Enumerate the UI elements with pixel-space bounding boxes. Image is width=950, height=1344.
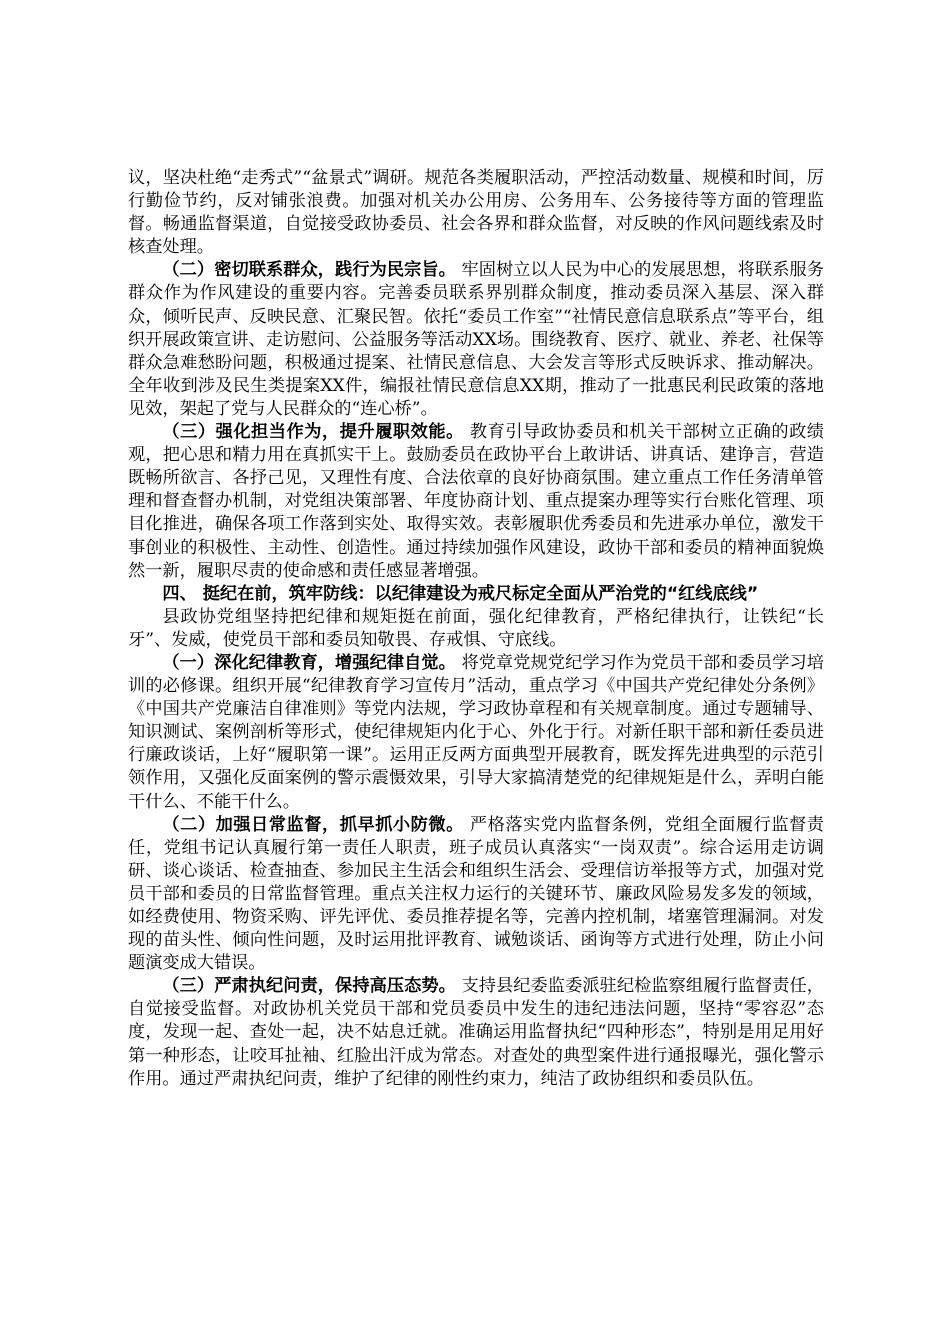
paragraph-lead: （三）强化担当作为，提升履职效能。 [162,422,464,443]
paragraph-text: 议，坚决杜绝“走秀式”“盆景式”调研。规范各类履职活动，严控活动数量、规模和时间，厉行勤俭节约，反对铺张浪费。加强对机关办公用房、公务用车、公务接待等方面的管理监督。畅通监督渠道，自觉接受政协委员、社会各界和群众监督，对反映的作风问题线索及时核查处理。 [128,168,824,258]
paragraph-text: 严格落实党内监督条例，党组全面履行监督责任，党组书记认真履行第一责任人职责，班子成员认真落实“一岗双责”。综合运用走访调研、谈心谈话、检查抽查、参加民主生活会和组织生活会、受理信访举报等方式，加强对党员干部和委员的日常监督管理。重点关注权力运行的关键环节、廉政风险易发多发的领域，如经费使用、物资采购、评先评优、委员推荐提名等，完善内控机制，堵塞管理漏洞。对发现的苗头性、倾向性问题，及时运用批评教育、诫勉谈话、函询等方式进行处理，防止小问题演变成大错误。 [128,814,824,974]
paragraph-lead: （二）密切联系群众，践行为民宗旨。 [162,260,456,281]
paragraph-accountability [128,975,824,1090]
section-heading-discipline: 四、 挺纪在前，筑牢防线：以纪律建设为戒尺标定全面从严治党的“红线底线” [162,583,759,604]
paragraph-strengthen-responsibility [128,421,824,583]
paragraph-text: 教育引导政协委员和机关干部树立正确的政绩观，把心思和精力用在真抓实干上。鼓励委员在政协平台上敢讲话、讲真话、建诤言，营造既畅所欲言、各抒己见，又理性有度、合法依章的良好协商氛围。建立重点工作任务清单管理和督查督办机制，对党组决策部署、年度协商计划、重点提案办理等实行台账化管理、项目化推进，确保各项工作落到实处、取得实效。表彰履职优秀委员和先进承办单位，激发干事创业的积极性、主动性、创造性。通过持续加强作风建设，政协干部和委员的精神面貌焕然一新，履职尽责的使命感和责任感显著增强。 [128,422,824,581]
paragraph-text: 牢固树立以人民为中心的发展思想，将联系服务群众作为作风建设的重要内容。完善委员联系界别群众制度，推动委员深入基层、深入群众，倾听民声、反映民意、汇聚民智。依托“委员工作室”“社情民意信息联系点”等平台，组织开展政策宣讲、走访慰问、公益服务等活动XX场。围绕教育、医疗、就业、养老、社保等群众急难愁盼问题，积极通过提案、社情民意信息、大会发言等形式反映诉求、推动解决。全年收到涉及民生类提案XX件，编报社情民意信息XX期，推动了一批惠民利民政策的落地见效，架起了党与人民群众的“连心桥”。 [128,260,824,419]
paragraph-lead: （一）深化纪律教育，增强纪律自觉。 [162,652,456,673]
paragraph-lead: （二）加强日常监督，抓早抓小防微。 [162,814,464,835]
paragraph-text: 县政协党组坚持把纪律和规矩挺在前面，强化纪律教育，严格纪律执行，让铁纪“长牙”、发威，使党员干部和委员知敬畏、存戒惧、守底线。 [128,606,824,650]
paragraph-lead: （三）严肃执纪问责，保持高压态势。 [162,976,456,997]
paragraph-discipline-education [128,652,824,814]
paragraph-section-intro [128,606,824,652]
document-body [128,167,824,1091]
paragraph-continued [128,167,824,259]
paragraph-text: 支持县纪委监委派驻纪检监察组履行监督责任，自觉接受监督。对政协机关党员干部和党员委员中发生的违纪违法问题，坚持“零容忍”态度，发现一起、查处一起，决不姑息迁就。准确运用监督执纪“四种形态”，特别是用足用好第一种形态，让咬耳扯袖、红脸出汗成为常态。对查处的典型案件进行通报曝光，强化警示作用。通过严肃执纪问责，维护了纪律的刚性约束力，纯洁了政协组织和委员队伍。 [128,976,824,1089]
paragraph-contact-masses [128,259,824,421]
paragraph-text: 将党章党规党纪学习作为党员干部和委员学习培训的必修课。组织开展“纪律教育学习宣传月”活动，重点学习《中国共产党纪律处分条例》《中国共产党廉洁自律准则》等党内法规，学习政协章程和有关规章制度。通过专题辅导、知识测试、案例剖析等形式，使纪律规矩内化于心、外化于行。对新任职干部和新任委员进行廉政谈话，上好“履职第一课”。运用正反两方面典型开展教育，既发挥先进典型的示范引领作用，又强化反面案例的警示震慑效果，引导大家搞清楚党的纪律规矩是什么，弄明白能干什么、不能干什么。 [128,652,824,812]
paragraph-daily-supervision [128,814,824,976]
